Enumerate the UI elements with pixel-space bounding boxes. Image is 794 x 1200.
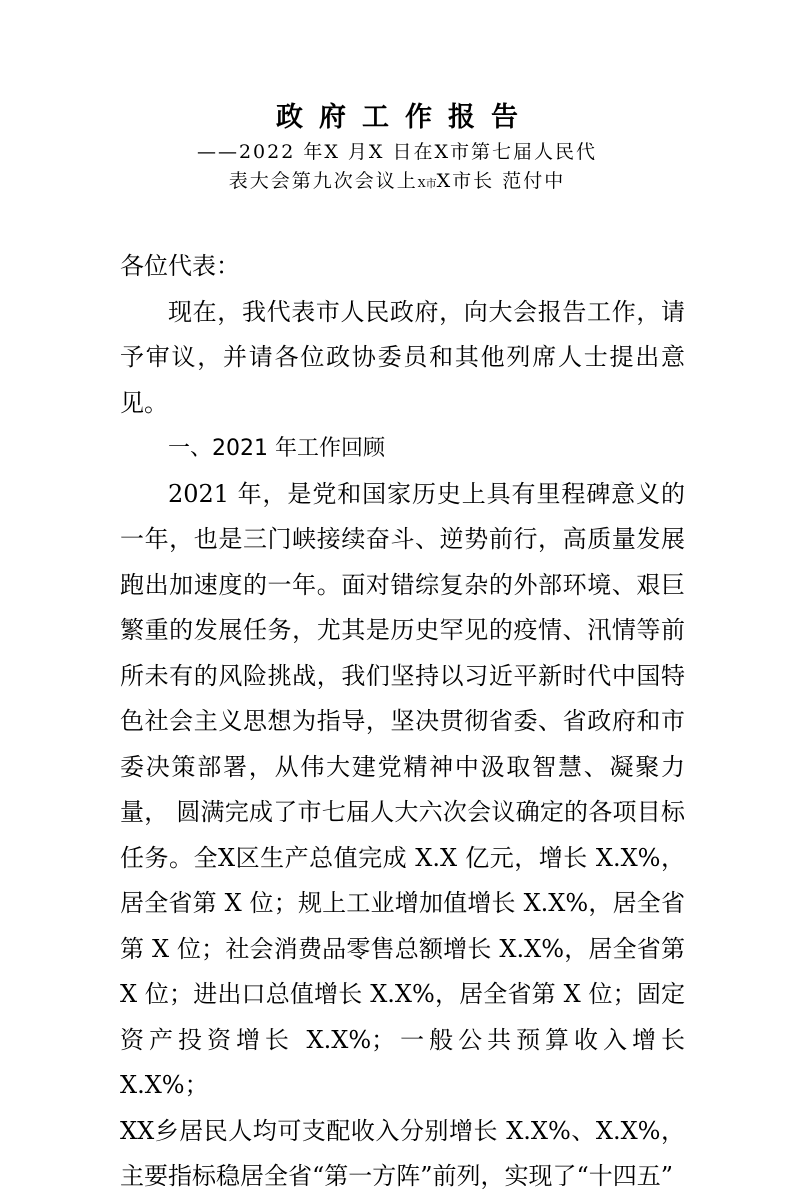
paragraph-intro: 现在，我代表市人民政府，向大会报告工作，请予审议，并请各位政协委员和其他列席人士提出意见。 bbox=[120, 297, 685, 417]
subtitle-line2-part-a: 表大会第九次会议上 bbox=[228, 170, 418, 192]
paragraph-income: XX乡居民人均可支配收入分别增长 X.X%、X.X%，主要指标稳居全省“第一方阵”前列，实现了“十四五” bbox=[120, 1116, 685, 1190]
document-subtitle-line2 bbox=[0, 167, 794, 198]
document-title: 政府工作报告 bbox=[276, 102, 534, 133]
document-body bbox=[120, 244, 685, 1200]
subtitle-line2-part-b: X市长 范付中 bbox=[436, 170, 566, 192]
document-subtitle-line1: ——2022 年X 月X 日在X市第七届人民代 bbox=[196, 141, 598, 163]
greeting: 各位代表： bbox=[120, 252, 240, 280]
section-heading: 一、2021 年工作回顾 bbox=[168, 436, 385, 461]
subtitle-line2-small: X市 bbox=[417, 177, 437, 190]
paragraph-review: 2021 年，是党和国家历史上具有里程碑意义的一年，也是三门峡接续奋斗、逆势前行，高质量发展跑出加速度的一年。面对错综复杂的外部环境、艰巨繁重的发展任务，尤其是历史罕见的疫情、汛情等前所未有的风险挑战，我们坚持以习近平新时代中国特色社会主义思想为指导，坚决贯彻省委、省政府和市委决策部署，从伟大建党精神中汲取智慧、凝聚力量， 圆满完成了市七届人大六次会议确定的各项目标任务。全X区生产总值完成 X.X 亿元，增长 X.X%， 居全省第 X 位；规上工业增加值增长 X.X%，居全省第 X 位；社会消费品零售总额增长 X.X%，居全省第 X 位；进出口总值增长 X.X%，居全省第 X 位；固定资产投资增长 X.X%；一般公共预算收入增长 X.X%； bbox=[120, 479, 685, 1099]
